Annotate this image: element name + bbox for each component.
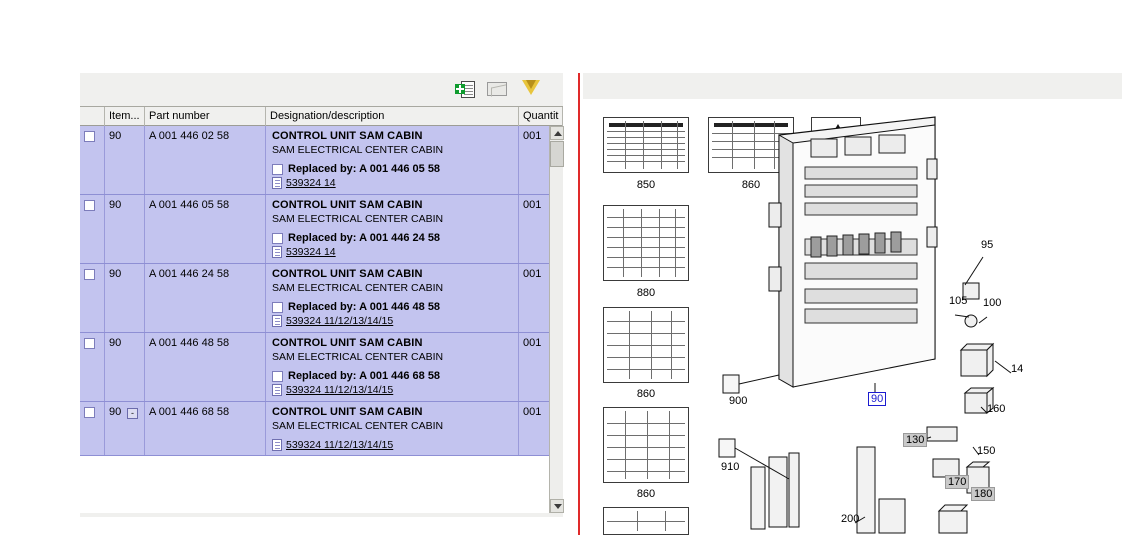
column-header-designation[interactable]: Designation/description [266, 107, 519, 126]
document-link[interactable]: 539324 14 [286, 246, 336, 258]
document-icon [272, 246, 282, 258]
row-designation-cell [266, 333, 519, 401]
replaced-by-checkbox[interactable] [272, 302, 283, 313]
callout-160[interactable]: 160 [987, 403, 1006, 415]
print-preview-icon [487, 82, 507, 96]
row-part-number: A 001 446 05 58 [145, 195, 266, 263]
row-quantity: 001 [523, 406, 542, 418]
row-select-cell[interactable] [80, 195, 105, 263]
row-select-cell[interactable] [80, 333, 105, 401]
row-expander-toggle[interactable]: - [127, 408, 138, 419]
parts-list-toolbar [80, 73, 563, 107]
table-vertical-scrollbar[interactable] [549, 126, 563, 513]
row-part-number: A 001 446 24 58 [145, 264, 266, 332]
callout-900[interactable]: 900 [729, 395, 748, 407]
replaced-by-label: Replaced by: A 001 446 05 58 [288, 163, 441, 175]
column-header-quantity[interactable]: Quantit [519, 107, 563, 126]
replaced-by-checkbox[interactable] [272, 233, 283, 244]
panel-splitter[interactable] [575, 73, 583, 535]
scroll-down-arrow-icon[interactable] [550, 499, 564, 513]
row-quantity: 001 [523, 337, 542, 349]
schematic-card-label-860-top: 860 [741, 179, 761, 191]
column-header-select[interactable] [80, 107, 105, 126]
document-link[interactable]: 539324 11/12/13/14/15 [286, 384, 394, 396]
row-designation-cell [266, 126, 519, 194]
row-quantity: 001 [523, 130, 542, 142]
row-checkbox[interactable] [84, 407, 95, 418]
column-header-part-number[interactable]: Part number [145, 107, 266, 126]
row-checkbox[interactable] [84, 200, 95, 211]
callout-100[interactable]: 100 [983, 297, 1002, 309]
parts-list-panel [80, 73, 563, 513]
document-row[interactable] [272, 177, 518, 189]
table-row[interactable] [80, 333, 549, 402]
sam-module-drawing [583, 107, 1122, 535]
replaced-by-row[interactable] [272, 370, 518, 382]
document-icon [272, 439, 282, 451]
export-to-list-button[interactable] [452, 77, 478, 101]
designation-title: CONTROL UNIT SAM CABIN [272, 406, 423, 418]
row-item-number: 90 [105, 333, 145, 401]
row-checkbox[interactable] [84, 338, 95, 349]
document-link[interactable]: 539324 11/12/13/14/15 [286, 439, 394, 451]
row-select-cell[interactable] [80, 402, 105, 455]
table-header-row [80, 107, 563, 126]
scrollbar-thumb[interactable] [550, 141, 564, 167]
callout-95[interactable]: 95 [981, 239, 994, 251]
row-part-number: A 001 446 48 58 [145, 333, 266, 401]
table-row[interactable] [80, 195, 549, 264]
table-row[interactable] [80, 402, 549, 456]
row-item-number [105, 402, 145, 455]
callout-910[interactable]: 910 [721, 461, 740, 473]
callout-90-selected[interactable]: 90 [868, 392, 886, 406]
illustration-panel [583, 73, 1122, 535]
document-row[interactable] [272, 384, 518, 396]
callout-170[interactable]: 170 [945, 475, 969, 489]
row-checkbox[interactable] [84, 131, 95, 142]
schematic-card-label-850: 850 [636, 179, 656, 191]
designation-subtitle: SAM ELECTRICAL CENTER CABIN [272, 144, 444, 156]
callout-130[interactable]: 130 [903, 433, 927, 447]
designation-title: CONTROL UNIT SAM CABIN [272, 130, 423, 142]
row-select-cell[interactable] [80, 264, 105, 332]
panel-top-gap [583, 99, 1122, 107]
row-designation-cell [266, 264, 519, 332]
highlight-flag-icon [521, 80, 541, 98]
print-preview-button[interactable] [484, 77, 510, 101]
designation-title: CONTROL UNIT SAM CABIN [272, 268, 423, 280]
row-quantity: 001 [523, 199, 542, 211]
designation-title: CONTROL UNIT SAM CABIN [272, 199, 423, 211]
row-item-number: 90 [105, 195, 145, 263]
document-icon [272, 384, 282, 396]
table-row[interactable] [80, 126, 549, 195]
document-row[interactable] [272, 246, 518, 258]
document-icon [272, 177, 282, 189]
row-item-number: 90 [105, 264, 145, 332]
illustration-canvas[interactable] [583, 107, 1122, 535]
schematic-card-label-860-mid: 860 [636, 388, 656, 400]
export-to-list-icon [455, 81, 475, 98]
replaced-by-label: Replaced by: A 001 446 24 58 [288, 232, 441, 244]
callout-150[interactable]: 150 [977, 445, 996, 457]
row-item-number-label: 90 [109, 406, 122, 418]
scroll-up-arrow-icon[interactable] [550, 126, 564, 140]
replaced-by-checkbox[interactable] [272, 164, 283, 175]
row-designation-cell [266, 402, 519, 455]
designation-subtitle: SAM ELECTRICAL CENTER CABIN [272, 213, 444, 225]
replaced-by-label: Replaced by: A 001 446 68 58 [288, 370, 441, 382]
replaced-by-row[interactable] [272, 301, 518, 313]
row-part-number: A 001 446 02 58 [145, 126, 266, 194]
document-link[interactable]: 539324 11/12/13/14/15 [286, 315, 394, 327]
callout-180[interactable]: 180 [971, 487, 995, 501]
document-row[interactable] [272, 315, 518, 327]
designation-subtitle: SAM ELECTRICAL CENTER CABIN [272, 282, 444, 294]
document-row[interactable] [272, 439, 518, 451]
replaced-by-label: Replaced by: A 001 446 48 58 [288, 301, 441, 313]
document-icon [272, 315, 282, 327]
row-designation-cell [266, 195, 519, 263]
schematic-card-label-860-low: 860 [636, 488, 656, 500]
panel-bottom-strip [80, 513, 563, 517]
row-item-number: 90 [105, 126, 145, 194]
row-select-cell[interactable] [80, 126, 105, 194]
schematic-card-label-880: 880 [636, 287, 656, 299]
replaced-by-row[interactable] [272, 163, 518, 175]
table-row[interactable] [80, 264, 549, 333]
callout-105[interactable]: 105 [949, 295, 968, 307]
designation-subtitle: SAM ELECTRICAL CENTER CABIN [272, 420, 444, 432]
designation-title: CONTROL UNIT SAM CABIN [272, 337, 423, 349]
parts-table-body[interactable] [80, 126, 563, 513]
callout-200[interactable]: 200 [841, 513, 860, 525]
document-link[interactable]: 539324 14 [286, 177, 336, 189]
splitter-handle[interactable] [578, 73, 580, 535]
replaced-by-checkbox[interactable] [272, 371, 283, 382]
highlight-flag-button[interactable] [518, 77, 544, 101]
row-quantity: 001 [523, 268, 542, 280]
row-part-number: A 001 446 68 58 [145, 402, 266, 455]
replaced-by-row[interactable] [272, 232, 518, 244]
row-checkbox[interactable] [84, 269, 95, 280]
designation-subtitle: SAM ELECTRICAL CENTER CABIN [272, 351, 444, 363]
callout-14[interactable]: 14 [1011, 363, 1024, 375]
column-header-item[interactable]: Item... [105, 107, 145, 126]
